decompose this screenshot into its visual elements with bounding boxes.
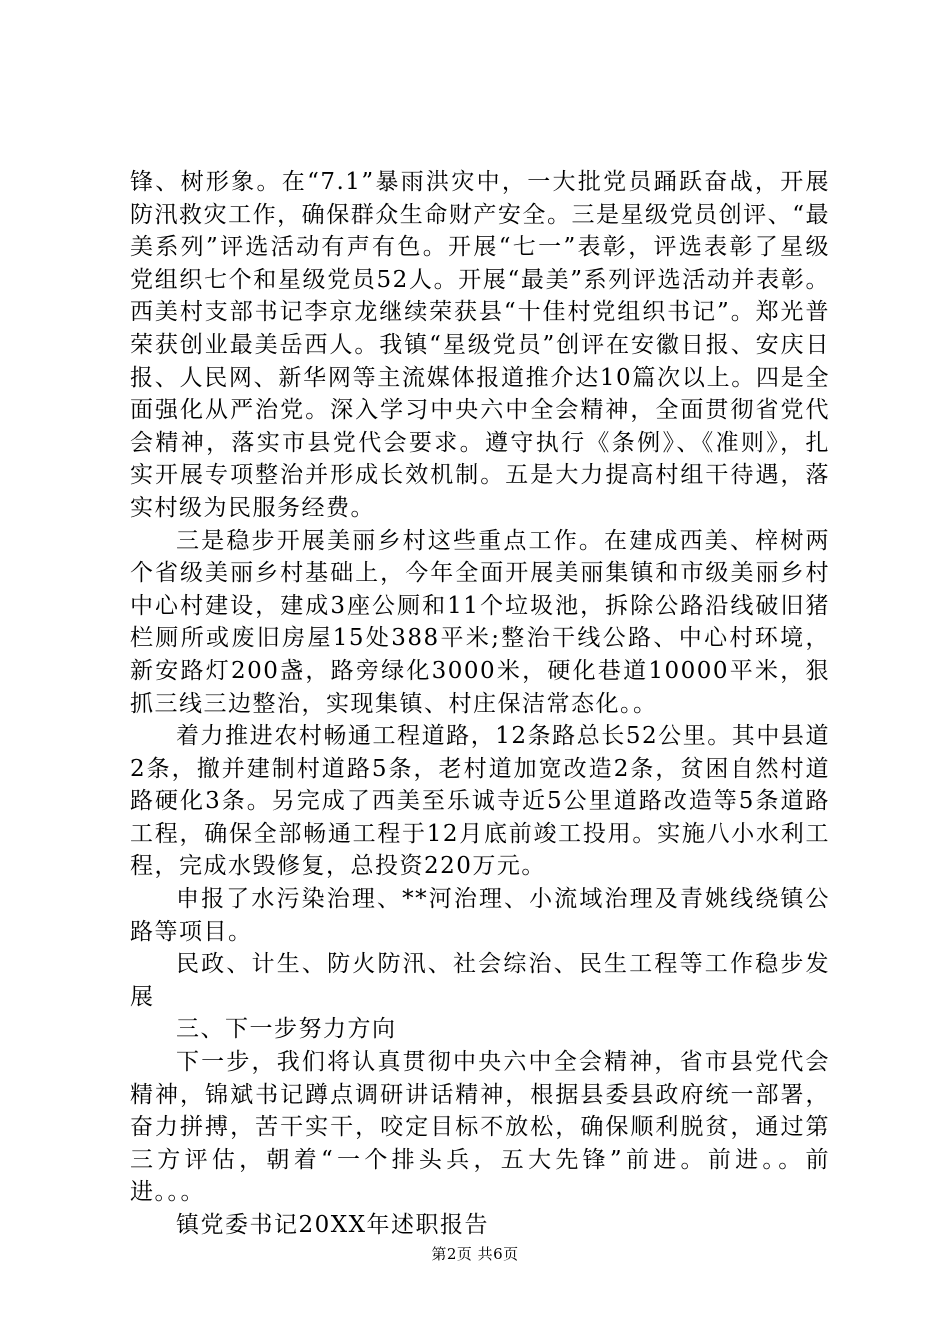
paragraph-road-projects: 着力推进农村畅通工程道路，12条路总长52公里。其中县道2条，撤并建制村道路5条，老村道加宽改造2条，贫困自然村道路硬化3条。另完成了西美至乐诚寺近5公里道路改造等5条道路工程，确保全部畅通工程于12月底前竣工投用。实施八小水利工程，完成水毁修复，总投资220万元。 [130, 723, 830, 880]
paragraph-civil-affairs: 民政、计生、防火防汛、社会综治、民生工程等工作稳步发展 [130, 951, 830, 1010]
section-heading-next-steps: 三、下一步努力方向 [176, 1016, 397, 1043]
paragraph-party-building: 锋、树形象。在“7.1”暴雨洪灾中，一大批党员踊跃奋战，开展防汛救灾工作，确保群众生命财产安全。三是星级党员创评、“最美系列”评选活动有声有色。开展“七一”表彰，评选表彰了星级党组织七个和星级党员52人。开展“最美”系列评选活动并表彰。西美村支部书记李京龙继续荣获县“十佳村党组织书记”。郑光普荣获创业最美岳西人。我镇“星级党员”创评在安徽日报、安庆日报、人民网、新华网等主流媒体报道推介达10篇次以上。四是全面强化从严治党。深入学习中央六中全会精神，全面贯彻省党代会精神，落实市县党代会要求。遵守执行《条例》、《准则》，扎实开展专项整治并形成长效机制。五是大力提高村组干待遇，落实村级为民服务经费。 [130, 169, 830, 521]
document-body [130, 166, 830, 1242]
page-number-footer: 第2页 共6页 [431, 1245, 519, 1263]
paragraph-next-steps: 下一步，我们将认真贯彻中央六中全会精神，省市县党代会精神，锦斌书记蹲点调研讲话精神，根据县委县政府统一部署，奋力拼搏，苦干实干，咬定目标不放松，确保顺利脱贫，通过第三方评估，朝着“一个排头兵，五大先锋”前进。前进。。前进。。。 [130, 1049, 830, 1206]
document-title-line: 镇党委书记20XX年述职报告 [176, 1212, 490, 1238]
paragraph-declared-projects: 申报了水污染治理、**河治理、小流域治理及青姚线绕镇公路等项目。 [130, 886, 830, 945]
paragraph-beautiful-village: 三是稳步开展美丽乡村这些重点工作。在建成西美、梓树两个省级美丽乡村基础上，今年全面开展美丽集镇和市级美丽乡村中心村建设，建成3座公厕和11个垃圾池，拆除公路沿线破旧猪栏厕所或废旧房屋15处388平米;整治干线公路、中心村环境，新安路灯200盏，路旁绿化3000米，硬化巷道10000平米，狠抓三线三边整治，实现集镇、村庄保洁常态化。。 [130, 527, 830, 717]
